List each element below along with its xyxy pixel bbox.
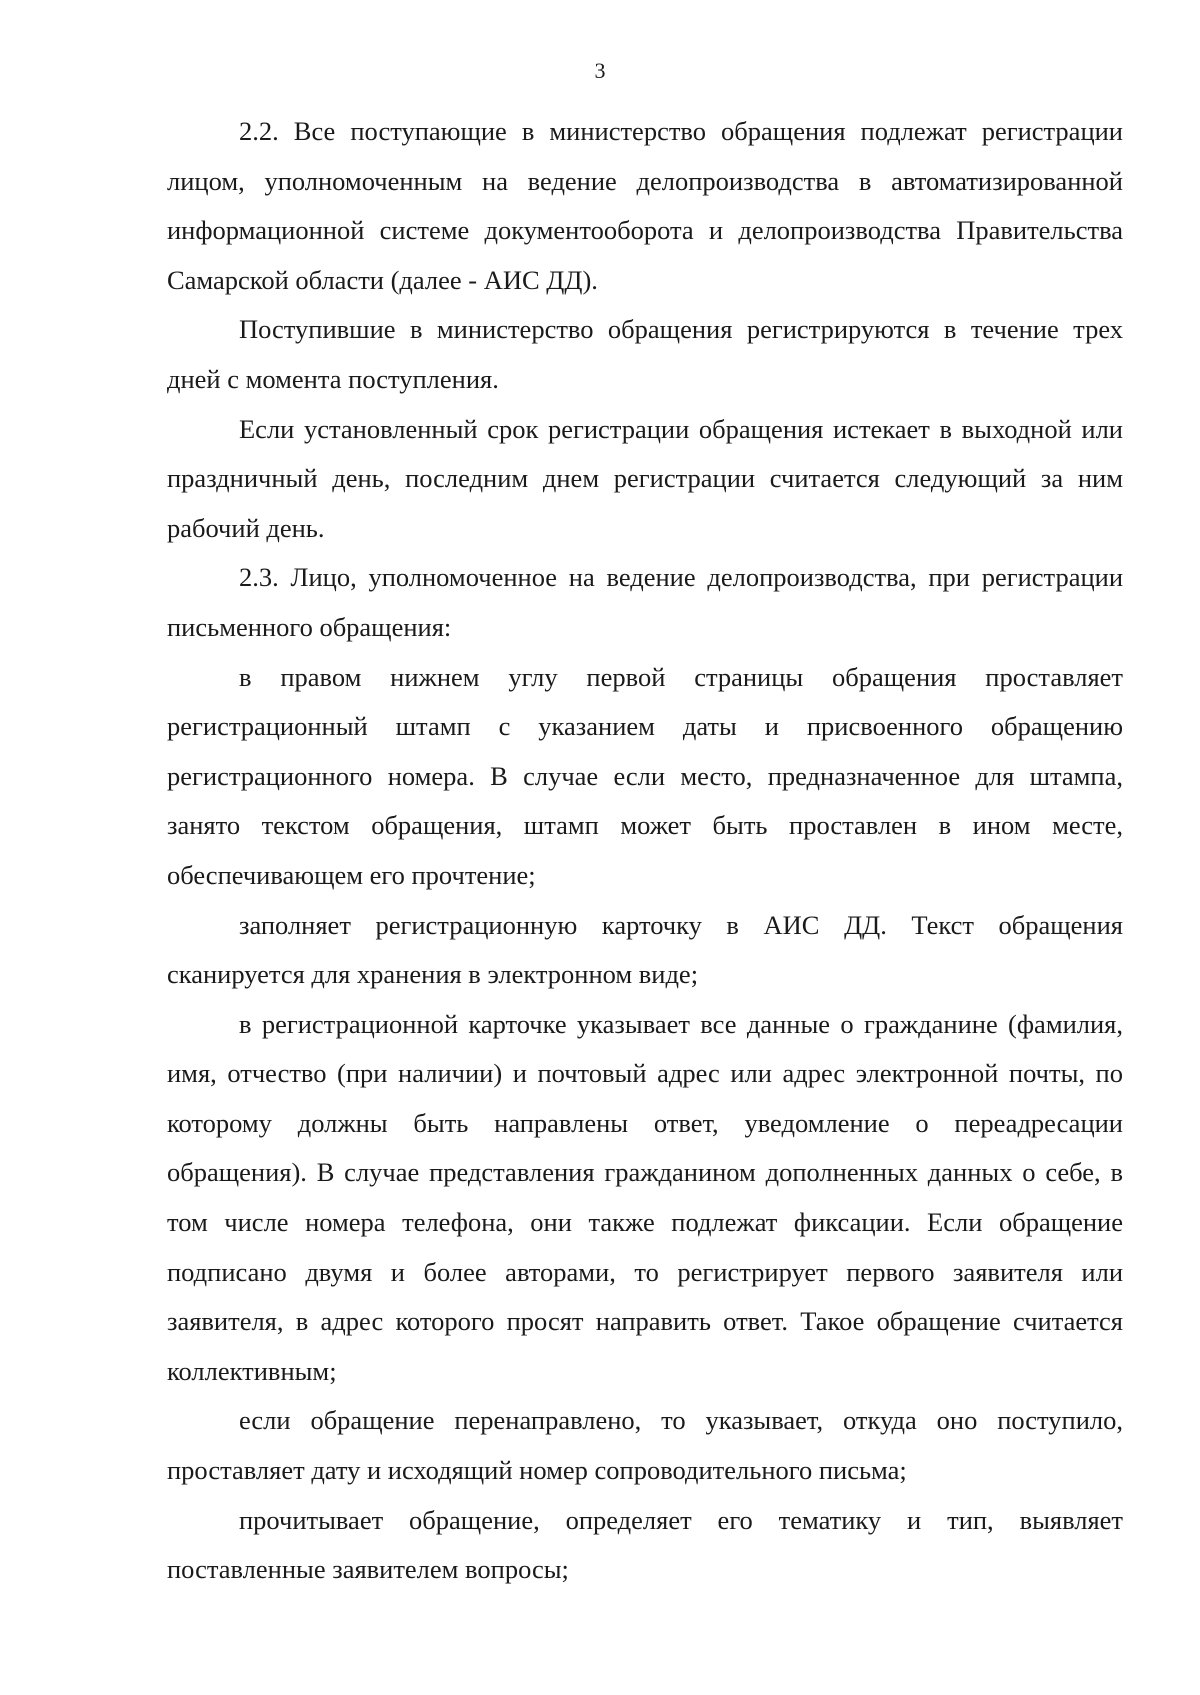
paragraph-2-2: 2.2. Все поступающие в министерство обращения подлежат регистрации лицом, уполномоченным на ведение делопроизводства в автоматизированной информационной системе документооборота и делопроизводства Правительства Самарской области (далее - АИС ДД). <box>167 116 1123 295</box>
paragraph-2-3: 2.3. Лицо, уполномоченное на ведение делопроизводства, при регистрации письменного обращения: <box>167 562 1123 642</box>
document-body <box>167 107 1123 1595</box>
paragraph-stamp: в правом нижнем углу первой страницы обращения проставляет регистрационный штамп с указанием даты и присвоенного обращению регистрационного номера. В случае если место, предназначенное для штампа, занято текстом обращения, штамп может быть проставлен в ином месте, обеспечивающем его прочтение; <box>167 661 1123 890</box>
paragraph-citizen-data: в регистрационной карточке указывает все данные о гражданине (фамилия, имя, отчество (при наличии) и почтовый адрес или адрес электронной почты, по которому должны быть направлены ответ, уведомление о переадресации обращения). В случае представления гражданином дополненных данных о себе, в том числе номера телефона, они также подлежат фиксации. Если обращение подписано двумя и более авторами, то регистрирует первого заявителя или заявителя, в адрес которого просят направить ответ. Такое обращение считается коллективным; <box>167 1008 1123 1386</box>
paragraph-redirected: если обращение перенаправлено, то указывает, откуда оно поступило, проставляет дату и исходящий номер сопроводительного письма; <box>167 1405 1123 1486</box>
paragraph-reads-request: прочитывает обращение, определяет его тематику и тип, выявляет поставленные заявителем вопросы; <box>167 1504 1123 1585</box>
page-number: 3 <box>594 58 606 83</box>
paragraph-registration-term: Поступившие в министерство обращения регистрируются в течение трех дней с момента поступления. <box>167 314 1123 394</box>
paragraph-card: заполняет регистрационную карточку в АИС ДД. Текст обращения сканируется для хранения в электронном виде; <box>167 909 1123 990</box>
paragraph-holiday-rule: Если установленный срок регистрации обращения истекает в выходной или праздничный день, последним днем регистрации считается следующий за ним рабочий день. <box>167 413 1123 543</box>
